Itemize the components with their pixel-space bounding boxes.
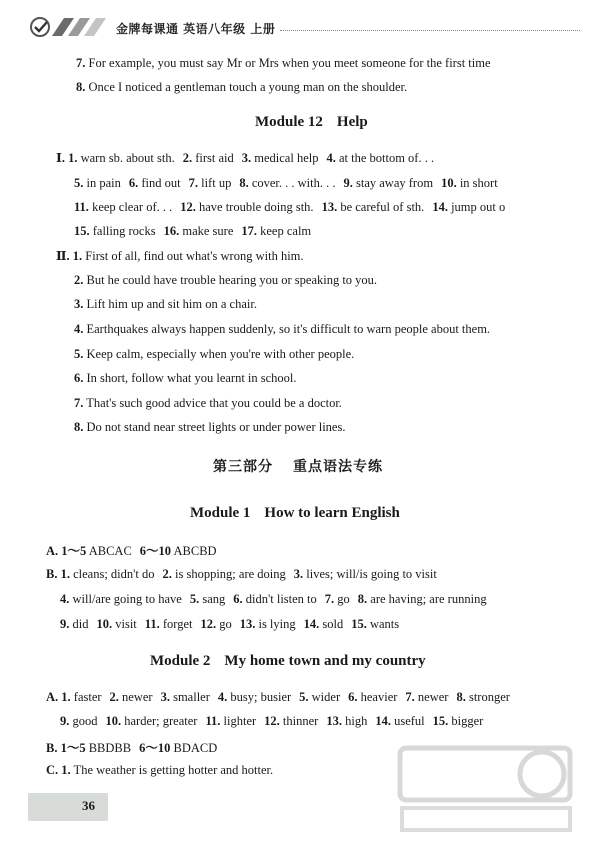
answer-line <box>60 592 487 607</box>
item-text: is shopping; are doing <box>171 567 286 581</box>
answer-item <box>375 714 424 728</box>
answer-item <box>76 80 407 94</box>
answer-line <box>46 763 273 778</box>
item-text: For example, you must say Mr or Mrs when you meet someone for the first time <box>85 56 491 70</box>
answer-line <box>74 322 490 337</box>
answer-item <box>405 690 448 704</box>
item-text: sang <box>199 592 226 606</box>
item-number: 10. <box>105 714 122 728</box>
item-text: have trouble doing sth. <box>195 200 314 214</box>
heading-label: 第三部分 <box>213 459 273 475</box>
item-number: 8. <box>456 690 466 704</box>
item-text: make sure <box>179 224 234 238</box>
answer-item <box>56 151 175 165</box>
item-text: go <box>216 617 232 631</box>
item-text: BDACD <box>170 741 218 755</box>
item-number: 14. <box>375 714 391 728</box>
book-logo-icon <box>30 14 112 40</box>
answer-item <box>74 224 156 238</box>
answer-item <box>264 714 318 728</box>
answer-item <box>432 200 505 214</box>
item-text: will/are going to have <box>69 592 182 606</box>
item-text: useful <box>390 714 425 728</box>
module-heading <box>255 114 368 131</box>
item-text: medical help <box>251 151 319 165</box>
item-number: 7. <box>76 56 86 70</box>
item-number: 5. <box>74 176 84 190</box>
answer-item <box>74 371 297 385</box>
part-heading <box>213 456 383 476</box>
item-number: Ⅰ. 1. <box>56 151 78 165</box>
item-text: first aid <box>192 151 234 165</box>
answer-item <box>456 690 509 704</box>
item-number: 5. <box>74 347 84 361</box>
item-number: 17. <box>241 224 257 238</box>
answer-item <box>205 714 256 728</box>
item-text: cover. . . with. . . <box>248 176 336 190</box>
item-number: 9. <box>343 176 353 190</box>
answer-item <box>304 617 344 631</box>
item-text: in short <box>456 176 498 190</box>
item-number: 4. <box>74 322 84 336</box>
item-text: jump out o <box>447 200 506 214</box>
answer-item <box>326 151 434 165</box>
answer-line <box>74 347 354 362</box>
item-number: 16. <box>163 224 180 238</box>
answer-item <box>46 544 132 558</box>
answer-item <box>106 714 198 728</box>
answer-item <box>239 176 335 190</box>
item-text: go <box>334 592 350 606</box>
item-number: 4. <box>326 151 336 165</box>
item-text: good <box>69 714 98 728</box>
answer-item <box>200 617 231 631</box>
item-number: 6. <box>128 176 139 190</box>
heading-label: Module 1 <box>190 505 251 521</box>
item-number: 6～10 <box>139 544 172 558</box>
answer-item <box>190 592 225 606</box>
item-text: cleans; didn't do <box>69 567 155 581</box>
item-text: newer <box>414 690 449 704</box>
item-text: stay away from <box>352 176 434 190</box>
answer-line <box>46 690 510 705</box>
answer-line <box>74 176 498 191</box>
answer-line <box>74 224 311 239</box>
item-number: 7. <box>405 690 415 704</box>
answer-item <box>322 200 425 214</box>
item-text: in pain <box>83 176 121 190</box>
item-text: did <box>69 617 89 631</box>
heading-title: How to learn English <box>264 505 400 521</box>
item-text: Earthquakes always happen suddenly, so it's difficult to warn people about them. <box>83 322 491 336</box>
answer-item <box>326 714 367 728</box>
answer-line <box>74 200 505 215</box>
item-text: harder; greater <box>121 714 198 728</box>
answer-line <box>76 80 407 95</box>
heading-title: My home town and my country <box>224 653 426 669</box>
answer-item <box>60 592 182 606</box>
answer-line <box>46 567 437 582</box>
heading-title: Help <box>336 114 368 130</box>
item-number: 5. <box>189 592 200 606</box>
item-number: A. 1. <box>46 690 71 704</box>
answer-item <box>60 617 88 631</box>
page-header <box>30 12 580 42</box>
item-text: Lift him up and sit him on a chair. <box>83 297 257 311</box>
item-text: sold <box>319 617 344 631</box>
answer-item <box>242 151 319 165</box>
answer-line <box>60 714 483 729</box>
item-text: keep clear of. . . <box>88 200 173 214</box>
item-text: ABCAC <box>86 544 132 558</box>
answer-line <box>46 738 217 756</box>
item-number: 6～10 <box>139 741 171 755</box>
answer-item <box>74 273 377 287</box>
answer-line <box>74 371 297 386</box>
item-number: 14. <box>432 200 448 214</box>
item-text: BBDBB <box>85 741 132 755</box>
item-number: 2. <box>182 151 193 165</box>
item-number: C. 1. <box>46 763 71 777</box>
item-number: 6. <box>74 371 84 385</box>
item-text: In short, follow what you learnt in school. <box>83 371 297 385</box>
item-number: 5. <box>299 690 309 704</box>
item-text: are having; are running <box>367 592 487 606</box>
item-text: keep calm <box>257 224 312 238</box>
item-number: 11. <box>144 617 160 631</box>
item-text: find out <box>138 176 181 190</box>
item-number: 8. <box>239 176 249 190</box>
item-text: That's such good advice that you could be a doctor. <box>83 396 342 410</box>
item-text: Once I noticed a gentleman touch a young man on the shoulder. <box>85 80 408 94</box>
answer-item <box>145 617 193 631</box>
answer-item <box>129 176 181 190</box>
item-text: wants <box>366 617 400 631</box>
item-text: be careful of sth. <box>337 200 425 214</box>
item-number: 3. <box>293 567 304 581</box>
item-text: didn't listen to <box>242 592 317 606</box>
item-text: falling rocks <box>89 224 156 238</box>
header-title: 金牌每课通 英语八年级 上册 <box>116 22 276 36</box>
answer-item <box>46 690 102 704</box>
answer-item <box>183 151 234 165</box>
answer-item <box>351 617 399 631</box>
item-number: B. 1～5 <box>46 741 86 755</box>
item-number: 8. <box>357 592 368 606</box>
item-number: 13. <box>326 714 342 728</box>
item-text: stronger <box>465 690 510 704</box>
item-text: newer <box>118 690 153 704</box>
item-number: 2. <box>74 273 84 287</box>
answer-line <box>56 248 304 264</box>
item-text: Keep calm, especially when you're with other people. <box>83 347 355 361</box>
item-text: heavier <box>357 690 398 704</box>
answer-item <box>74 420 345 434</box>
answer-item <box>441 176 498 190</box>
item-text: thinner <box>279 714 319 728</box>
answer-item <box>46 741 131 755</box>
item-number: 12. <box>264 714 280 728</box>
answer-item <box>74 176 121 190</box>
item-text: bigger <box>448 714 484 728</box>
answer-line <box>60 617 399 632</box>
item-text: smaller <box>169 690 210 704</box>
answer-item <box>344 176 434 190</box>
item-text: high <box>341 714 368 728</box>
item-text: ABCBD <box>171 544 217 558</box>
item-number: 12. <box>180 200 196 214</box>
answer-item <box>110 690 153 704</box>
item-number: 15. <box>351 617 367 631</box>
answer-item <box>348 690 397 704</box>
item-number: 13. <box>321 200 338 214</box>
item-number: 14. <box>303 617 320 631</box>
answer-item <box>164 224 234 238</box>
item-text: is lying <box>255 617 296 631</box>
item-text: busy; busier <box>227 690 292 704</box>
answer-item <box>46 567 155 581</box>
answer-item <box>240 617 296 631</box>
item-text: visit <box>112 617 137 631</box>
item-text: First of all, find out what's wrong with him. <box>82 249 304 263</box>
item-number: 10. <box>96 617 113 631</box>
item-number: 8. <box>76 80 86 94</box>
answer-item <box>241 224 311 238</box>
item-number: 2. <box>162 567 172 581</box>
answer-line <box>46 541 217 559</box>
heading-title: 重点语法专练 <box>293 459 383 475</box>
item-text: warn sb. about sth. <box>77 151 175 165</box>
item-number: A. 1～5 <box>46 544 87 558</box>
heading-label: Module 2 <box>150 653 211 669</box>
item-number: B. 1. <box>46 567 70 581</box>
item-number: 2. <box>109 690 119 704</box>
footer-page-tab <box>28 793 108 821</box>
item-number: 3. <box>160 690 170 704</box>
item-text: at the bottom of. . . <box>335 151 435 165</box>
heading-label: Module 12 <box>255 114 323 130</box>
answer-item <box>74 297 257 311</box>
item-text: lift up <box>197 176 232 190</box>
item-text: lighter <box>220 714 257 728</box>
item-number: 7. <box>74 396 84 410</box>
page-number: 36 <box>82 798 95 813</box>
item-number: 3. <box>74 297 84 311</box>
item-text: The weather is getting hotter and hotter. <box>70 763 274 777</box>
answer-item <box>218 690 291 704</box>
answer-item <box>161 690 210 704</box>
item-number: 4. <box>60 592 70 606</box>
item-number: 7. <box>188 176 198 190</box>
answer-line <box>74 396 342 411</box>
item-number: 10. <box>441 176 457 190</box>
item-text: forget <box>159 617 193 631</box>
answer-item <box>325 592 350 606</box>
answer-item <box>189 176 232 190</box>
item-number: 15. <box>74 224 90 238</box>
item-number: 8. <box>74 420 84 434</box>
answer-line <box>74 420 345 435</box>
answer-item <box>180 200 313 214</box>
answer-item <box>76 56 491 70</box>
item-number: 11. <box>74 200 89 214</box>
watermark-stamp-icon <box>392 738 582 838</box>
answer-item <box>74 396 342 410</box>
answer-item <box>163 567 286 581</box>
item-text: wider <box>308 690 341 704</box>
item-text: lives; will/is going to visit <box>303 567 437 581</box>
answer-item <box>433 714 484 728</box>
answer-item <box>139 741 217 755</box>
answer-item <box>294 567 437 581</box>
header-divider <box>280 30 580 31</box>
item-number: 12. <box>200 617 217 631</box>
answer-item <box>299 690 340 704</box>
item-number: 9. <box>60 714 70 728</box>
answer-line <box>56 150 434 166</box>
item-number: 3. <box>241 151 252 165</box>
module-heading <box>150 653 426 670</box>
item-number: 11. <box>205 714 221 728</box>
item-number: Ⅱ. 1. <box>56 249 83 263</box>
answer-item <box>74 200 172 214</box>
item-number: 6. <box>233 592 243 606</box>
item-number: 7. <box>324 592 335 606</box>
answer-item <box>96 617 136 631</box>
item-number: 6. <box>348 690 358 704</box>
item-number: 13. <box>239 617 256 631</box>
answer-line <box>74 273 377 288</box>
item-text: Do not stand near street lights or under power lines. <box>83 420 346 434</box>
answer-item <box>60 714 98 728</box>
answer-item <box>358 592 487 606</box>
module-heading <box>190 505 400 522</box>
answer-item <box>233 592 317 606</box>
answer-item <box>140 544 217 558</box>
answer-item <box>46 763 273 777</box>
answer-line <box>76 56 491 71</box>
item-number: 15. <box>432 714 449 728</box>
answer-line <box>74 297 257 312</box>
item-text: But he could have trouble hearing you or speaking to you. <box>83 273 378 287</box>
item-text: faster <box>70 690 102 704</box>
item-number: 4. <box>217 690 228 704</box>
answer-item <box>74 347 354 361</box>
answer-item <box>56 249 304 263</box>
item-number: 9. <box>60 617 70 631</box>
answer-item <box>74 322 490 336</box>
